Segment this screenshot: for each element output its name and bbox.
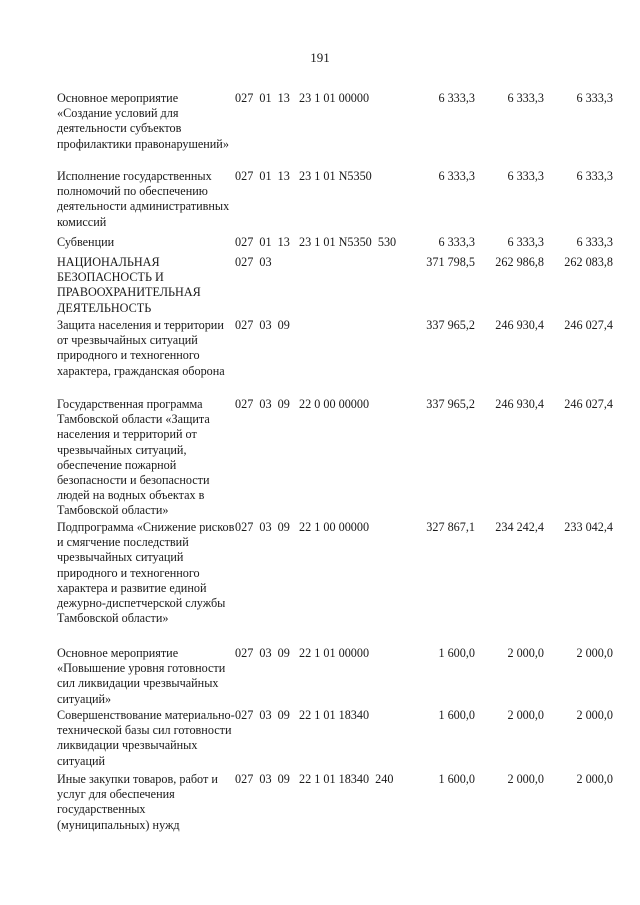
row-name: Защита населения и территории от чрезвычайных ситуаций природного и техногенного характера, гражданская оборона xyxy=(57,318,225,378)
row-value-1: 6 333,3 xyxy=(438,235,475,249)
row-code: 027 03 09 22 1 00 00000 xyxy=(235,520,370,534)
row-value-2: 2 000,0 xyxy=(507,708,544,722)
row-value-2: 246 930,4 xyxy=(495,397,544,411)
row-value-2: 234 242,4 xyxy=(495,520,544,534)
row-value-3: 6 333,3 xyxy=(576,91,613,105)
row-value-1: 1 600,0 xyxy=(438,772,475,786)
row-value-3: 246 027,4 xyxy=(564,397,613,411)
row-code: 027 01 13 23 1 01 00000 xyxy=(235,91,370,105)
row-value-2: 6 333,3 xyxy=(507,169,544,183)
row-value-3: 2 000,0 xyxy=(576,708,613,722)
row-value-3: 6 333,3 xyxy=(576,235,613,249)
row-value-2: 6 333,3 xyxy=(507,91,544,105)
row-value-1: 6 333,3 xyxy=(438,169,475,183)
row-name: Основное мероприятие «Создание условий для деятельности субъектов профилактики правонарушений» xyxy=(57,91,229,151)
row-name: Подпрограмма «Снижение рисков и смягчение последствий чрезвычайных ситуаций природного и техногенного характера и развитие единой дежурно-диспетчерской службы Тамбовской области» xyxy=(57,520,235,626)
row-value-1: 371 798,5 xyxy=(426,255,475,269)
row-name: Совершенствование материально-технической базы сил готовности ликвидации чрезвычайных ситуаций xyxy=(57,708,235,768)
row-name: Государственная программа Тамбовской области «Защита населения и территорий от чрезвычайных ситуаций, обеспечение пожарной безопасности и безопасности людей на водных объектах в Тамбовской области» xyxy=(57,397,210,518)
row-code: 027 03 09 xyxy=(235,318,290,332)
row-name: Исполнение государственных полномочий по обеспечению деятельности административных комиссий xyxy=(57,169,230,229)
row-value-1: 1 600,0 xyxy=(438,646,475,660)
row-value-1: 337 965,2 xyxy=(426,318,475,332)
row-value-3: 262 083,8 xyxy=(564,255,613,269)
row-value-2: 2 000,0 xyxy=(507,646,544,660)
row-value-3: 6 333,3 xyxy=(576,169,613,183)
row-code: 027 01 13 23 1 01 N5350 xyxy=(235,169,372,183)
row-value-3: 246 027,4 xyxy=(564,318,613,332)
row-value-1: 337 965,2 xyxy=(426,397,475,411)
row-code: 027 03 09 22 1 01 00000 xyxy=(235,646,370,660)
row-code: 027 01 13 23 1 01 N5350 530 xyxy=(235,235,397,249)
row-value-1: 6 333,3 xyxy=(438,91,475,105)
row-value-2: 2 000,0 xyxy=(507,772,544,786)
row-name: НАЦИОНАЛЬНАЯ БЕЗОПАСНОСТЬ И ПРАВООХРАНИТЕЛЬНАЯ ДЕЯТЕЛЬНОСТЬ xyxy=(57,255,201,315)
row-value-3: 2 000,0 xyxy=(576,646,613,660)
row-value-2: 246 930,4 xyxy=(495,318,544,332)
row-value-3: 233 042,4 xyxy=(564,520,613,534)
row-code: 027 03 xyxy=(235,255,272,269)
row-value-1: 1 600,0 xyxy=(438,708,475,722)
row-name: Субвенции xyxy=(57,235,115,249)
row-value-2: 6 333,3 xyxy=(507,235,544,249)
row-code: 027 03 09 22 1 01 18340 240 xyxy=(235,772,394,786)
row-value-1: 327 867,1 xyxy=(426,520,475,534)
row-name: Иные закупки товаров, работ и услуг для обеспечения государственных (муниципальных) нужд xyxy=(57,772,218,832)
row-value-3: 2 000,0 xyxy=(576,772,613,786)
row-code: 027 03 09 22 0 00 00000 xyxy=(235,397,370,411)
row-value-2: 262 986,8 xyxy=(495,255,544,269)
row-name: Основное мероприятие «Повышение уровня готовности сил ликвидации чрезвычайных ситуаций» xyxy=(57,646,226,706)
row-code: 027 03 09 22 1 01 18340 xyxy=(235,708,370,722)
page-number: 191 xyxy=(310,50,330,65)
